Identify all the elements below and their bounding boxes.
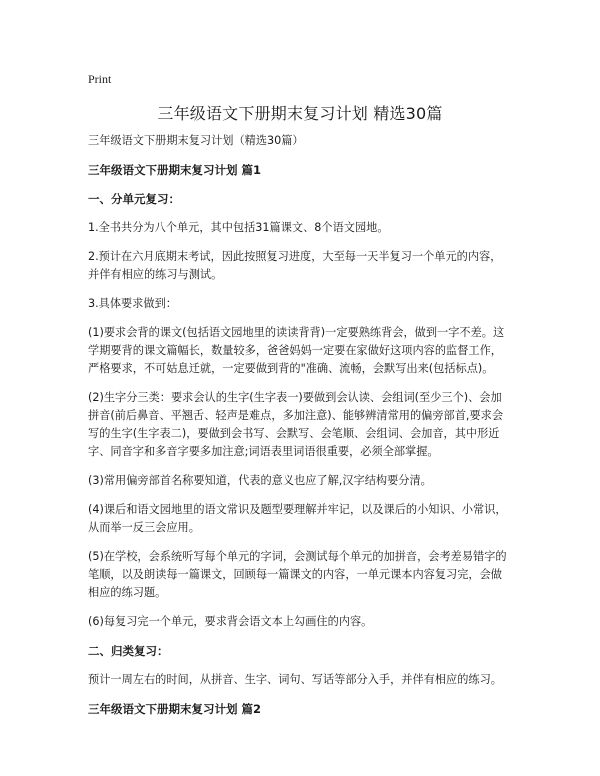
paragraph-4: (1)要求会背的课文(包括语文园地里的读读背背)一定要熟练背会，做到一字不差。这学期要背的课文篇幅长，数量较多，爸爸妈妈一定要在家做好这项内容的监督工作，严格要求，不可姑息迁就，一定要做到背的"准确、流畅，会默写出来(包括标点)。 (88, 326, 505, 375)
section-heading-2: 二、归类复习： (88, 644, 169, 658)
article-heading-2: 三年级语文下册期末复习计划 篇2 (88, 702, 262, 716)
paragraph-1: 1.全书共分为八个单元，其中包括31篇课文、8个语文园地。 (88, 221, 389, 234)
paragraph-7: (4)课后和语文园地里的语文常识及题型要理解并牢记，以及课后的小知识、小常识，从而举一反三会应用。 (88, 503, 507, 534)
page-title: 三年级语文下册期末复习计划 精选30篇 (157, 104, 443, 123)
paragraph-5: (2)生字分三类：要求会认的生字(生字表一)要做到会认读、会组词(至少三个)、会加拼音(前后鼻音、平翘舌、轻声是难点，多加注意)、能够辨清常用的偏旁部首,要求会写的生字(生字表二)，要做到会书写、会默写、会笔顺、会组词、会加音，其中形近字、同音字和多音字要多加注意;词语表里词语很重要，必须全部掌握。 (88, 391, 504, 458)
paragraph-9: (6)每复习完一个单元，要求背会语文本上勾画住的内容。 (88, 615, 373, 628)
paragraph-6: (3)常用偏旁部首名称要知道，代表的意义也应了解,汉字结构要分清。 (88, 474, 432, 487)
paragraph-10: 预计一周左右的时间，从拼音、生字、词句、写话等部分入手，并伴有相应的练习。 (88, 673, 502, 686)
paragraph-2: 2.预计在六月底期末考试，因此按照复习进度，大至每一天半复习一个单元的内容，并伴有相应的练习与测试。 (88, 250, 502, 281)
document-body (88, 132, 512, 729)
section-heading-1: 一、分单元复习： (88, 192, 180, 206)
print-label: Print (88, 72, 112, 86)
article-heading-1: 三年级语文下册期末复习计划 篇1 (88, 163, 262, 177)
paragraph-8: (5)在学校，会系统听写每个单元的字词，会测试每个单元的加拼音，会考差易错字的笔顺，以及朗读每一篇课文，回顾每一篇课文的内容，一单元课本内容复习完，会做相应的练习题。 (88, 550, 507, 599)
document-subtitle: 三年级语文下册期末复习计划（精选30篇） (88, 134, 304, 147)
paragraph-3: 3.具体要求做到： (88, 297, 177, 310)
